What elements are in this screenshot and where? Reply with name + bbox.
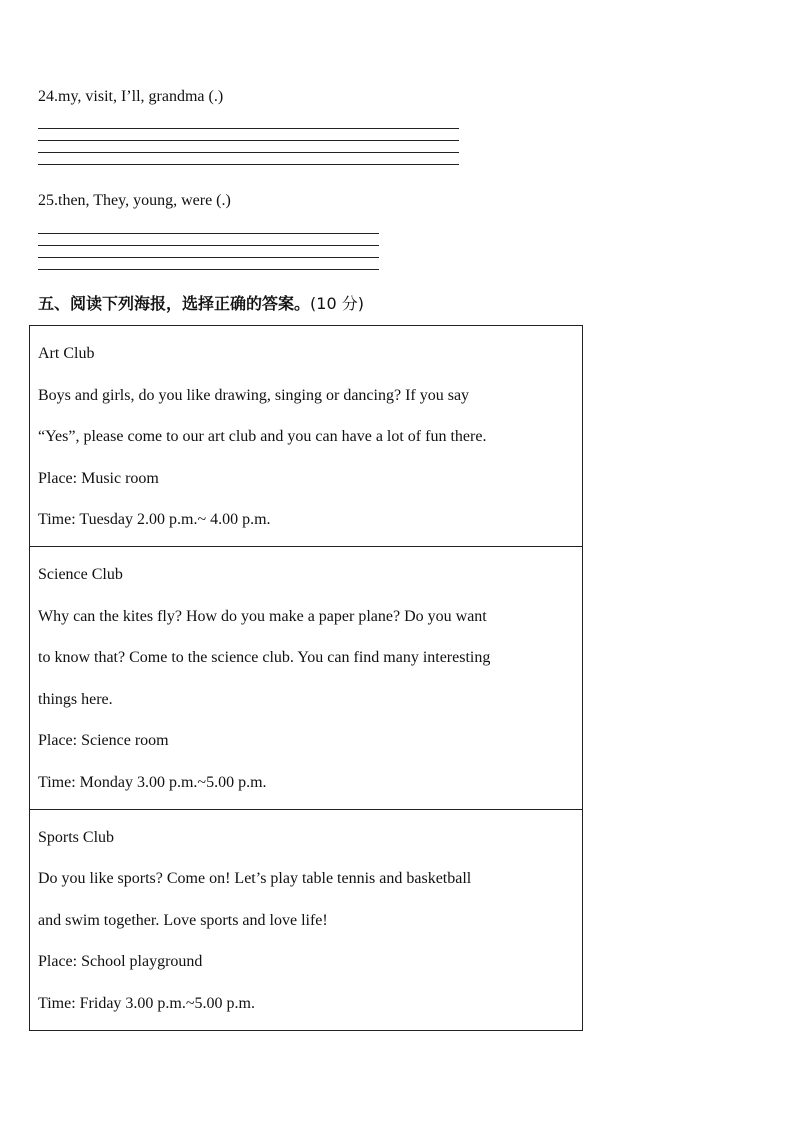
section-title-text: 五、阅读下列海报，选择正确的答案。 [38, 294, 311, 313]
club-time: Time: Tuesday 2.00 p.m.~ 4.00 p.m. [38, 511, 271, 529]
club-description-line: Why can the kites fly? How do you make a paper plane? Do you want [38, 607, 487, 625]
answer-line [38, 245, 379, 246]
club-science [30, 554, 582, 810]
answer-line [38, 164, 459, 165]
club-description-line: things here. [38, 690, 113, 708]
club-place: Place: School playground [38, 953, 203, 971]
question-number: 25. [38, 192, 58, 209]
answer-line [38, 257, 379, 258]
answer-lines-24[interactable] [38, 128, 459, 176]
question-25 [38, 191, 231, 211]
question-text: my, visit, I’ll, grandma (.) [58, 88, 224, 105]
question-text: then, They, young, were (.) [58, 192, 231, 209]
club-name: Art Club [38, 345, 95, 362]
club-name: Sports Club [38, 828, 115, 846]
answer-line [38, 140, 459, 141]
club-description-line: Do you like sports? Come on! Let’s play table tennis and basketball [38, 870, 472, 888]
answer-line [38, 152, 459, 153]
club-description-line: and swim together. Love sports and love life! [38, 911, 328, 929]
club-place: Place: Science room [38, 732, 169, 750]
question-number: 24. [38, 88, 58, 105]
club-sports [30, 817, 582, 1025]
club-art [30, 333, 582, 547]
club-time: Time: Monday 3.00 p.m.~5.00 p.m. [38, 773, 267, 791]
club-name: Science Club [38, 565, 123, 583]
question-24 [38, 87, 223, 107]
club-description-line: “Yes”, please come to our art club and you can have a lot of fun there. [38, 428, 487, 446]
answer-line [38, 128, 459, 129]
section-heading [38, 293, 364, 315]
answer-line [38, 233, 379, 234]
club-time: Time: Friday 3.00 p.m.~5.00 p.m. [38, 994, 255, 1012]
club-place: Place: Music room [38, 469, 159, 487]
answer-line [38, 269, 379, 270]
club-description-line: to know that? Come to the science club. You can find many interesting [38, 649, 491, 667]
club-description-line: Boys and girls, do you like drawing, singing or dancing? If you say [38, 386, 470, 404]
answer-lines-25[interactable] [38, 233, 379, 281]
poster-table [29, 325, 583, 1031]
section-score: (10 分) [310, 294, 364, 313]
